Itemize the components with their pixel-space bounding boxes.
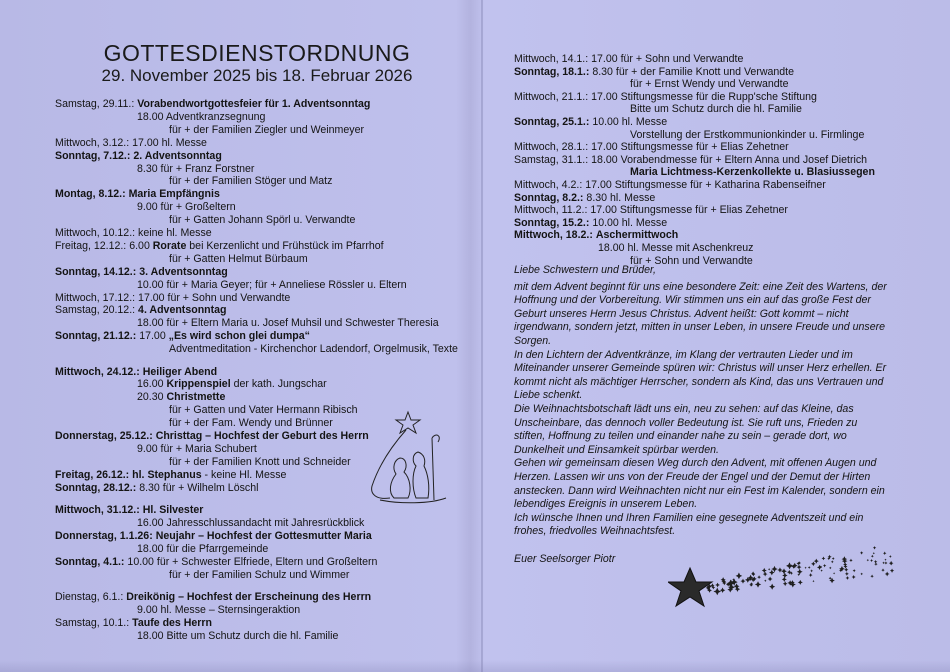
letter-line: Dunkelheit und Einsamkeit spürbar werden.	[514, 443, 719, 456]
schedule-text: für + der Familien Knott und Schneider	[169, 455, 351, 468]
schedule-text: 16.00 Jahresschlussandacht mit Jahresrückblick	[137, 516, 365, 529]
schedule-text: 3. Adventsonntag	[139, 265, 228, 278]
schedule-row	[55, 530, 372, 543]
sparkle-icon	[782, 573, 787, 578]
letter-line: Liebe schenkt.	[514, 389, 583, 402]
schedule-text: für + Ernst Wendy und Verwandte	[630, 78, 789, 91]
schedule-text: Neujahr – Hochfest der Gottesmutter Maria	[155, 529, 372, 542]
schedule-date: Mittwoch, 14.1.:	[514, 53, 589, 65]
schedule-row	[137, 630, 338, 643]
schedule-row	[137, 201, 236, 214]
schedule-row	[137, 279, 407, 292]
schedule-row	[55, 469, 286, 482]
schedule-row	[169, 404, 358, 417]
schedule-row	[55, 292, 290, 305]
sparkle-icon	[810, 569, 813, 572]
schedule-row	[137, 517, 364, 530]
sparkle-icon	[885, 572, 890, 577]
sparkle-icon	[755, 581, 761, 587]
schedule-text: 18.00 für + Eltern Maria u. Josef Muhsil und Schwester Theresia	[137, 317, 439, 330]
schedule-row	[137, 604, 300, 617]
schedule-text: 17.00 hl. Messe	[132, 136, 207, 149]
schedule-row	[55, 330, 310, 343]
schedule-text: 18.00 Bitte um Schutz durch die hl. Familie	[137, 629, 339, 642]
schedule-date: Sonntag, 18.1.:	[514, 65, 590, 78]
pastoral-letter	[514, 264, 904, 539]
schedule-row	[137, 543, 268, 556]
schedule-date: Mittwoch, 11.2.:	[514, 204, 588, 217]
shooting-star-drawing	[668, 544, 898, 634]
schedule-text: 17.00 Stiftungsmesse für + Elias Zehetner	[591, 141, 789, 154]
sparkle-icon	[713, 588, 721, 596]
sparkle-icon	[786, 562, 793, 569]
sparkle-icon	[890, 568, 894, 572]
sparkle-icon	[873, 546, 876, 549]
schedule-date: Mittwoch, 31.12.:	[55, 504, 140, 516]
schedule-text: Bitte um Schutz durch die hl. Familie	[630, 103, 802, 116]
sparkle-icon	[883, 552, 886, 555]
sparkle-icon	[833, 572, 835, 574]
schedule-row	[514, 192, 655, 205]
schedule-note: bei Kerzenlicht und Frühstück im Pfarrhof	[186, 239, 384, 252]
sparkle-icon	[884, 559, 886, 561]
center-fold	[481, 0, 483, 672]
sparkle-icon	[797, 569, 803, 575]
sparkle-icon	[715, 583, 720, 588]
sparkle-icon	[873, 552, 875, 554]
sparkle-icon	[811, 562, 816, 567]
sparkle-icon	[820, 569, 822, 571]
schedule-row	[630, 103, 802, 116]
schedule-row	[55, 304, 227, 317]
sparkle-icon	[874, 560, 877, 563]
sparkle-icon	[881, 568, 884, 571]
sparkle-icon	[843, 564, 847, 568]
schedule-row	[630, 78, 789, 91]
schedule-row	[630, 166, 875, 179]
schedule-text: 2. Adventsonntag	[133, 149, 222, 162]
schedule-row	[55, 482, 258, 495]
schedule-date: Mittwoch, 10.12.:	[55, 227, 136, 239]
sparkle-icon	[735, 586, 740, 591]
schedule-date: Mittwoch, 4.2.:	[514, 179, 583, 191]
schedule-text: 17.00 für + Sohn und Verwandte	[138, 291, 291, 304]
schedule-text: Christtag – Hochfest der Geburt des Herrn	[155, 430, 369, 442]
schedule-text: 4. Adventsonntag	[138, 304, 227, 317]
letter-line: Gehen wir gemeinsam diesen Weg durch den Advent, mit offenen Augen und	[514, 457, 877, 470]
schedule-highlight: „Es wird schon glei dumpa“	[168, 330, 310, 343]
letter-line: Hoffnung und der Vorbereitung. Wir stimmen uns ein auf das große Fest der	[514, 294, 871, 307]
sparkle-icon	[768, 577, 773, 582]
schedule-row	[137, 391, 225, 404]
schedule-text: Maria Lichtmess-Kerzenkollekte u. Blasiussegen	[630, 166, 875, 179]
sparkle-icon	[736, 573, 743, 580]
letter-line: Ich wünsche Ihnen und Ihren Familien eine gesegnete Adventszeit und ein	[514, 511, 864, 524]
schedule-date: Samstag, 29.11.:	[55, 98, 135, 110]
letter-line: Geburt unseres Herrn Jesus Christus. Advent heißt: Gott kommt – nicht	[514, 307, 849, 320]
schedule-text: 10.00 für + Schwester Elfriede, Eltern und Großeltern	[127, 555, 378, 568]
schedule-text: 9.00 für + Großeltern	[137, 201, 236, 214]
sparkle-icon	[852, 575, 856, 579]
sparkle-icon	[832, 557, 835, 560]
sparkle-icon	[781, 568, 787, 574]
sparkle-icon	[870, 559, 873, 562]
schedule-text: 18.00 für die Pfarrgemeinde	[137, 542, 269, 555]
schedule-row	[514, 229, 678, 242]
schedule-text: 10.00 hl. Messe	[592, 116, 668, 128]
schedule-text: 10.00 hl. Messe	[592, 216, 668, 229]
schedule-date: Mittwoch, 24.12.:	[55, 365, 140, 378]
schedule-row	[55, 240, 384, 253]
sparkle-icon	[812, 580, 814, 582]
schedule-text: 9.00 hl. Messe – Sternsingeraktion	[137, 603, 301, 616]
schedule-row	[55, 366, 217, 379]
schedule-text: 18.00 Adventkranzsegnung	[137, 110, 266, 123]
schedule-row	[514, 66, 794, 79]
schedule-text: hl. Stephanus	[132, 468, 202, 481]
schedule-text: 10.00 für + Maria Geyer; für + Anneliese Rössler u. Eltern	[137, 278, 407, 291]
page-title: GOTTESDIENSTORDNUNG	[103, 40, 411, 66]
letter-line: Sorgen.	[514, 334, 552, 347]
schedule-row	[514, 204, 788, 217]
schedule-date: Sonntag, 7.12.:	[55, 149, 131, 162]
schedule-highlight: Christmette	[166, 391, 226, 404]
sparkle-icon	[867, 559, 869, 561]
schedule-date: Sonntag, 8.2.:	[514, 191, 584, 204]
sparkle-icon	[882, 562, 885, 565]
schedule-text: keine hl. Messe	[138, 227, 212, 239]
schedule-date: Freitag, 12.12.:	[55, 239, 127, 252]
sparkle-icon	[829, 567, 832, 570]
sparkle-icon	[870, 575, 873, 578]
schedule-text: für + Sohn und Verwandte	[630, 254, 753, 267]
schedule-text: Maria Empfängnis	[128, 188, 220, 201]
schedule-row	[55, 98, 370, 111]
schedule-note: - keine Hl. Messe	[201, 468, 287, 481]
schedule-text: Vorstellung der Erstkommunionkinder u. Firmlinge	[630, 128, 865, 141]
sparkle-icon	[757, 575, 761, 579]
schedule-text: für + Gatten Helmut Bürbaum	[169, 252, 308, 265]
sparkle-icon	[777, 567, 782, 572]
schedule-row	[514, 91, 817, 104]
schedule-text: für + Gatten und Vater Hermann Ribisch	[169, 404, 358, 417]
sparkle-icon	[808, 566, 811, 569]
schedule-date: Sonntag, 25.1.:	[514, 116, 590, 128]
schedule-date: Sonntag, 21.12.:	[55, 330, 137, 343]
sparkle-icon	[860, 551, 863, 554]
schedule-row	[169, 456, 351, 469]
schedule-text: für + Gatten Johann Spörl u. Verwandte	[169, 214, 356, 227]
schedule-text: für + der Fam. Wendy und Brünner	[169, 417, 333, 430]
schedule-row	[55, 617, 212, 630]
sparkle-icon	[804, 567, 806, 569]
sparkle-icon	[822, 557, 826, 561]
schedule-text: Heiliger Abend	[142, 365, 218, 378]
schedule-text: 8.30 hl. Messe	[586, 191, 656, 204]
schedule-text: 9.00 für + Maria Schubert	[137, 442, 257, 455]
schedule-text: Aschermittwoch	[595, 229, 679, 242]
schedule-text: 20.30	[137, 391, 167, 404]
letter-line: stiften, Hoffnung zu teilen und einander nahe zu sein – gerade dort, wo	[514, 430, 847, 443]
schedule-row	[137, 378, 327, 391]
sparkle-icon	[889, 555, 892, 558]
schedule-date: Mittwoch, 17.12.:	[55, 291, 136, 304]
schedule-text: 17.00 Stiftungsmesse für die Rupp'sche Stiftung	[591, 90, 817, 103]
sparkle-icon	[871, 555, 874, 558]
schedule-text: 18.00 hl. Messe mit Aschenkreuz	[598, 242, 754, 254]
sparkle-icon	[809, 573, 813, 577]
sparkle-icon	[782, 577, 787, 582]
schedule-row	[55, 150, 222, 163]
schedule-text: Adventmeditation - Kirchenchor Ladendorf, Orgelmusik, Texte	[169, 343, 458, 356]
sparkle-icon	[846, 576, 850, 580]
schedule-date: Sonntag, 28.12.:	[55, 481, 137, 494]
schedule-row	[169, 253, 308, 266]
schedule-date: Mittwoch, 3.12.:	[55, 136, 130, 149]
schedule-row	[55, 556, 377, 569]
sparkle-icon	[829, 577, 832, 580]
schedule-text: 17.00 Stiftungsmesse für + Elias Zehetner	[590, 204, 788, 217]
sparkle-icon	[764, 580, 766, 582]
schedule-row	[169, 569, 349, 582]
schedule-row	[137, 163, 254, 176]
sparkle-icon	[783, 581, 788, 586]
sparkle-icon	[797, 565, 802, 570]
letter-line: lebendiges Ereignis in unserem Leben.	[514, 498, 698, 511]
sparkle-icon	[823, 564, 826, 567]
letter-line: Die Weihnachtsbotschaft lädt uns ein, neu zu sehen: auf das Kleine, das	[514, 402, 854, 415]
schedule-row	[630, 129, 864, 142]
schedule-text: Dreikönig – Hochfest der Erscheinung des Herrn	[126, 590, 372, 603]
sparkle-icon	[769, 584, 775, 590]
schedule-row	[169, 124, 364, 137]
schedule-text: Taufe des Herrn	[132, 616, 213, 629]
sparkle-icon	[792, 563, 798, 569]
star-icon	[396, 412, 420, 433]
schedule-text: 18.00 Vorabendmesse für + Eltern Anna und Josef Dietrich	[591, 153, 868, 166]
letter-line: Unscheinbare, das dennoch voller Bedeutung ist. Sie ruft uns, Frieden zu	[514, 416, 858, 429]
schedule-date: Samstag, 31.1.:	[514, 153, 589, 166]
schedule-row	[55, 591, 371, 604]
schedule-highlight: Krippenspiel	[166, 378, 231, 391]
sparkle-icon	[814, 559, 819, 564]
schedule-row	[514, 141, 789, 154]
schedule-row	[137, 111, 265, 124]
schedule-text: für + der Familien Ziegler und Weinmeyer	[169, 123, 364, 136]
schedule-date: Samstag, 20.12.:	[55, 304, 136, 317]
schedule-row	[137, 443, 257, 456]
schedule-text: 17.00 für + Sohn und Verwandte	[591, 53, 744, 65]
schedule-row	[514, 116, 667, 129]
letter-line: Liebe Schwestern und Brüder,	[514, 264, 656, 276]
schedule-row	[169, 214, 355, 227]
schedule-text: 6.00	[129, 239, 153, 252]
sparkle-icon	[884, 561, 887, 564]
schedule-text: für + der Familien Stöger und Matz	[169, 175, 333, 188]
big-star-icon	[668, 568, 712, 606]
date-range: 29. November 2025 bis 18. Februar 2026	[101, 66, 413, 85]
schedule-row	[514, 154, 867, 167]
schedule-text: 17.00 Stiftungsmesse für + Katharina Rabenseifner	[585, 179, 826, 191]
schedule-row	[55, 266, 228, 279]
schedule-row	[514, 217, 667, 230]
schedule-text: 8.30 für + Franz Forstner	[137, 162, 255, 175]
schedule-row	[55, 227, 212, 240]
schedule-date: Dienstag, 6.1.:	[55, 590, 124, 603]
schedule-date: Mittwoch, 18.2.:	[514, 229, 593, 242]
schedule-row	[169, 343, 458, 356]
schedule-highlight: Rorate	[152, 239, 187, 252]
schedule-text: 8.30 für + der Familie Knott und Verwandte	[592, 65, 795, 78]
schedule-row	[55, 137, 207, 150]
schedule-date: Mittwoch, 28.1.:	[514, 141, 589, 154]
letter-line: irgendwann, sondern jetzt, mitten in unser Leben, in unsere Freude und unsere	[514, 321, 886, 334]
schedule-row	[55, 504, 203, 517]
sparkle-icon	[849, 559, 852, 562]
schedule-date: Freitag, 26.12.:	[55, 468, 130, 481]
schedule-left	[55, 98, 475, 642]
schedule-text: 17.00	[139, 330, 169, 343]
letter-line: Herzen. Lassen wir uns von der Freude der Engel und der Demut der Hirten	[514, 470, 871, 483]
nativity-drawing	[360, 408, 460, 508]
sparkle-icon	[740, 579, 745, 584]
sparkle-icon	[860, 573, 863, 576]
schedule-date: Donnerstag, 25.12.:	[55, 430, 153, 442]
schedule-right	[514, 53, 934, 273]
schedule-text: 16.00	[137, 378, 167, 391]
letter-line: kommt nicht als mächtiger Herrscher, sondern als Kind, das uns Vertrauen und	[514, 375, 884, 388]
schedule-note: der kath. Jungschar	[230, 378, 327, 391]
sparkle-icon	[763, 572, 768, 577]
schedule-row	[169, 175, 332, 188]
schedule-text: 8.30 für + Wilhelm Löschl	[139, 481, 259, 494]
sparkle-icon	[762, 568, 767, 573]
schedule-row	[598, 242, 753, 255]
sparkle-icon	[768, 568, 770, 570]
sparkle-icon	[798, 580, 803, 585]
schedule-row	[55, 430, 369, 443]
schedule-text: für + der Familien Schulz und Wimmer	[169, 568, 350, 581]
letter-line: frohes, friedvolles Weihnachtsfest.	[514, 525, 676, 538]
schedule-date: Montag, 8.12.:	[55, 188, 126, 201]
schedule-text: Hl. Silvester	[142, 504, 204, 516]
letter-line: anstecken. Dann wird Weihnachten nicht nur ein Fest im Kalender, sondern ein	[514, 484, 885, 497]
schedule-date: Sonntag, 4.1.:	[55, 555, 125, 568]
sparkle-icon	[845, 572, 849, 576]
schedule-date: Sonntag, 15.2.:	[514, 216, 590, 229]
letter-line: In den Lichtern der Adventkränze, im Klang der vertrauten Lieder und im	[514, 348, 853, 361]
schedule-row	[137, 317, 439, 330]
schedule-row	[514, 179, 826, 192]
letter-line: mit dem Advent beginnt für uns eine besondere Zeit: eine Zeit des Wartens, der	[514, 280, 887, 293]
sparkle-icon	[844, 568, 848, 572]
sparkle-icon	[853, 569, 856, 572]
sparkle-icon	[874, 562, 877, 565]
sparkle-icon	[817, 565, 822, 570]
schedule-row	[514, 53, 743, 66]
schedule-date: Mittwoch, 21.1.:	[514, 90, 589, 103]
letter-signature: Euer Seelsorger Piotr	[514, 553, 616, 565]
sparkle-icon	[831, 560, 834, 563]
schedule-date: Donnerstag, 1.1.26:	[55, 529, 153, 542]
schedule-date: Samstag, 10.1.:	[55, 616, 130, 629]
schedule-text: Vorabendwortgottesfeier für 1. Adventsonntag	[137, 98, 371, 110]
schedule-row	[55, 188, 220, 201]
schedule-row	[169, 417, 333, 430]
schedule-date: Sonntag, 14.12.:	[55, 265, 137, 278]
letter-line: Miteinander unserer Gemeinde spüren wir: Christus will unser Herz erhellen. Er	[514, 362, 887, 375]
